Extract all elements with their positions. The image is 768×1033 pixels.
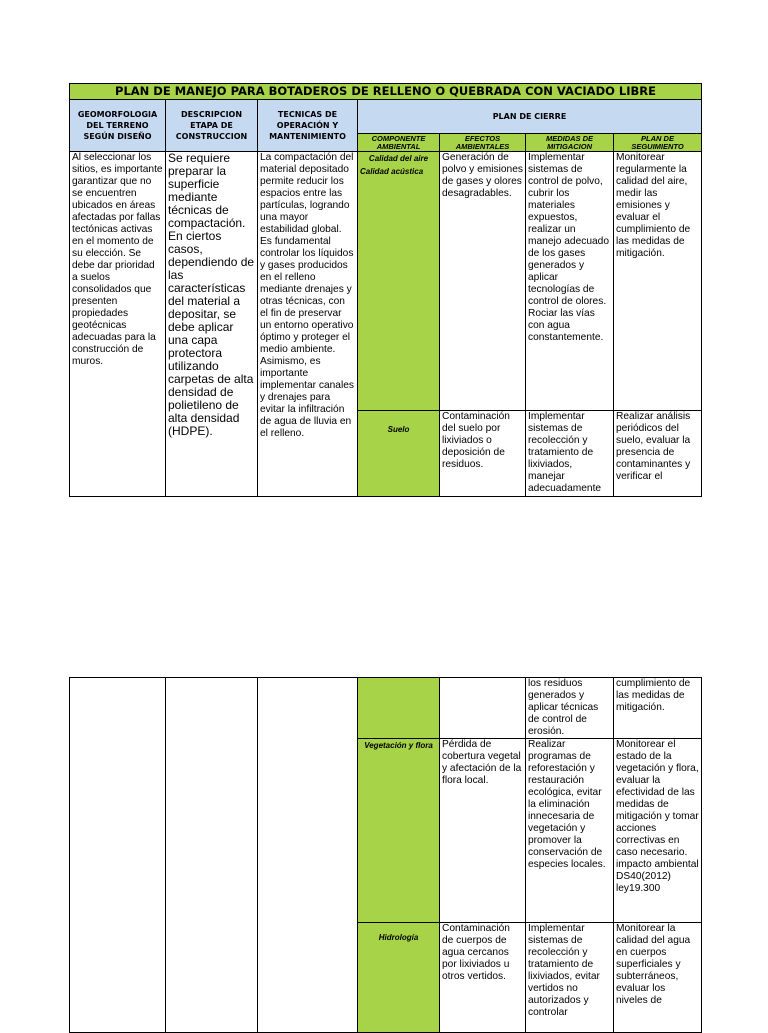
efectos-cell	[440, 678, 526, 739]
component-label-hidrologia: Hidrología	[378, 933, 419, 942]
subheader-componente: COMPONENTE AMBIENTAL	[358, 134, 440, 152]
medidas-cell: Implementar sistemas de control de polvo, cubrir los materiales expuestos, realizar un manejo adecuado de los gases generados y aplicar tecnologías de control de olores. Rociar las vías con agua constantemente.	[526, 152, 614, 411]
medidas-cell: los residuos generados y aplicar técnicas de control de erosión.	[526, 678, 614, 739]
header-row	[70, 100, 702, 134]
efectos-cell: Generación de polvo y emisiones de gases y olores desagradables.	[440, 152, 526, 411]
medidas-cell: Realizar programas de reforestación y restauración ecológica, evitar la eliminación innecesaria de vegetación y promover la conservación de especies locales.	[526, 739, 614, 923]
tecnicas-cell	[258, 678, 358, 1033]
management-plan-table	[69, 83, 702, 497]
subheader-efectos: EFECTOS AMBIENTALES	[440, 134, 526, 152]
seguimiento-cell: Monitorear el estado de la vegetación y flora, evaluar la efectividad de las medidas de mitigación y tomar acciones correctivas en caso necesario. impacto ambiental DS40(2012) ley19.300	[614, 739, 702, 923]
subheader-medidas: MEDIDAS DE MITIGACION	[526, 134, 614, 152]
title-row	[70, 84, 702, 100]
component-label-suelo: Suelo	[387, 425, 410, 434]
efectos-cell: Contaminación del suelo por lixiviados o deposición de residuos.	[440, 411, 526, 497]
table-row	[70, 152, 702, 411]
geomorfologia-cell: Al seleccionar los sitios, es importante garantizar que no se encuentren ubicados en áreas afectadas por fallas tectónicas activas en el momento de su elección. Se debe dar prioridad a suelos consolidados que presenten propiedades geotécnicas adecuadas para la construcción de muros.	[70, 152, 166, 497]
table-title: PLAN DE MANEJO PARA BOTADEROS DE RELLENO O QUEBRADA CON VACIADO LIBRE	[70, 84, 702, 100]
component-label-acustica: Calidad acústica	[360, 167, 424, 176]
subheader-seguimiento: PLAN DE SEGUIMIENTO	[614, 134, 702, 152]
medidas-cell: Implementar sistemas de recolección y tratamiento de lixiviados, evitar vertidos no autorizados y controlar	[526, 923, 614, 1033]
component-cell	[358, 411, 440, 497]
geomorfologia-cell	[70, 678, 166, 1033]
header-plan-cierre: PLAN DE CIERRE	[358, 100, 702, 134]
table-row	[70, 678, 702, 739]
header-tecnicas: TECNICAS DE OPERACIÓN Y MANTENIMIENTO	[258, 100, 358, 152]
seguimiento-cell: Realizar análisis periódicos del suelo, evaluar la presencia de contaminantes y verificar el	[614, 411, 702, 497]
component-label-vegetacion: Vegetación y flora	[364, 741, 433, 750]
component-cell	[358, 678, 440, 739]
efectos-cell: Contaminación de cuerpos de agua cercanos por lixiviados u otros vertidos.	[440, 923, 526, 1033]
header-descripcion: DESCRIPCION ETAPA DE CONSTRUCCION	[166, 100, 258, 152]
seguimiento-cell: Monitorear la calidad del agua en cuerpos superficiales y subterráneos, evaluar los niveles de	[614, 923, 702, 1033]
component-cell	[358, 739, 440, 923]
seguimiento-cell: cumplimiento de las medidas de mitigación.	[614, 678, 702, 739]
header-geomorfologia: GEOMORFOLOGIA DEL TERRENO SEGÚN DISEÑO	[70, 100, 166, 152]
component-cell	[358, 923, 440, 1033]
component-label-aire: Calidad del aire	[368, 154, 429, 163]
descripcion-cell: Se requiere preparar la superficie mediante técnicas de compactación. En ciertos casos, dependiendo de las características del material a depositar, se debe aplicar una capa protectora utilizando carpetas de alta densidad de polietileno de alta densidad (HDPE).	[166, 152, 258, 497]
descripcion-cell	[166, 678, 258, 1033]
seguimiento-cell: Monitorear regularmente la calidad del aire, medir las emisiones y evaluar el cumplimiento de las medidas de mitigación.	[614, 152, 702, 411]
component-cell	[358, 152, 440, 411]
medidas-cell: Implementar sistemas de recolección y tratamiento de lixiviados, manejar adecuadamente	[526, 411, 614, 497]
tecnicas-cell: La compactación del material depositado permite reducir los espacios entre las partículas, logrando una mayor estabilidad global. Es fundamental controlar los líquidos y gases producidos en el relleno mediante drenajes y otras técnicas, con el fin de preservar un entorno operativo óptimo y proteger el medio ambiente. Asimismo, es importante implementar canales y drenajes para evitar la infiltración de agua de lluvia en el relleno.	[258, 152, 358, 497]
management-plan-table-continued	[69, 677, 702, 1033]
efectos-cell: Pérdida de cobertura vegetal y afectación de la flora local.	[440, 739, 526, 923]
